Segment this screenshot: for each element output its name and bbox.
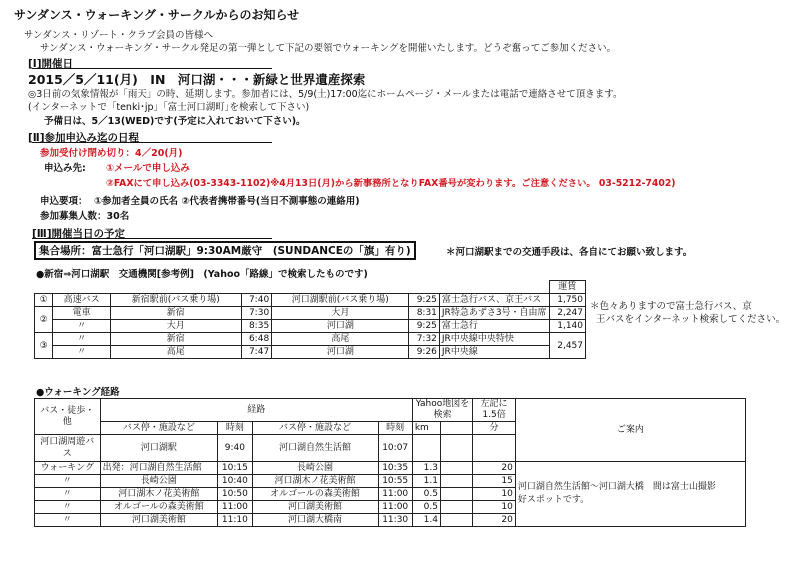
notice-title: サンダンス・ウォーキング・サークルからのお知らせ bbox=[14, 8, 300, 22]
table-row bbox=[35, 281, 586, 294]
table-row: 〃 大月 8:35 河口湖 9:25 富士急行 1,140 bbox=[35, 320, 586, 333]
requirements-label: 申込要項： bbox=[40, 196, 88, 207]
apply-email: ①メールで申し込み bbox=[106, 163, 190, 174]
table-row: ① 高速バス 新宿駅前(バス乗り場) 7:40 河口湖駅前(バス乗り場) 9:25 富士急行バス、京王バス 1,750 bbox=[35, 294, 586, 307]
table-row: 〃 河口湖美術館 11:10 河口湖大橋南 11:30 1.4 20 bbox=[35, 514, 746, 527]
walking-heading: ●ウォーキング経路 bbox=[36, 387, 120, 398]
apply-fax: ②FAXにて申し込み(03-3343-1102)※4月13日(月)から新事務所となりFAX番号が変わります。ご注意ください。 03-5212-7402) bbox=[106, 178, 676, 189]
table-row: ③ 〃 新宿 6:48 高尾 7:32 JR中央線中央特快 2,457 bbox=[35, 333, 586, 346]
intro-text: サンダンス・ウォーキング・サークル発足の第一弾として下記の要領でウォーキングを開催いたします。どうぞ奮ってご参加ください。 bbox=[40, 43, 617, 54]
apply-label: 申込み先: bbox=[44, 163, 86, 174]
table-row: 河口湖周遊バス 河口湖駅 9:40 河口湖自然生活館 10:07 bbox=[35, 435, 746, 462]
event-date: 2015／5／11(月) IN 河口湖・・・新緑と世界遺産探索 bbox=[28, 72, 366, 87]
section-2-heading: [Ⅱ]参加申込み迄の日程 bbox=[28, 132, 140, 144]
walking-guide: 河口湖自然生活館～河口湖大橋 間は富士山撮影 好スポットです。 bbox=[515, 462, 745, 527]
transit-side-note-1: ＊色々ありますので富士急行バス、京 bbox=[590, 301, 752, 312]
section-1-underline bbox=[32, 68, 272, 69]
transit-table bbox=[34, 280, 586, 359]
weather-search-note: (インターネットで「tenki･jp」｢富士河口湖町｣を検索して下さい) bbox=[28, 102, 310, 113]
section-2-underline bbox=[32, 142, 272, 143]
section-3-heading: [Ⅲ]開催当日の予定 bbox=[32, 228, 126, 240]
section-1-heading: [Ⅰ]開催日 bbox=[28, 58, 74, 70]
table-row: 〃 長崎公園 10:40 河口湖木ノ花美術館 10:55 1.1 15 bbox=[35, 475, 746, 488]
fare-header: 運賃 bbox=[549, 281, 585, 294]
requirements: ①参加者全員の氏名 ②代表者携帯番号(当日不測事態の連絡用) bbox=[94, 196, 360, 207]
table-row: バス・徒歩・他 経路 Yahoo地図を検索 左記に1.5倍 ご案内 bbox=[35, 399, 746, 422]
table-row: 〃 河口湖木ノ花美術館 10:50 オルゴールの森美術館 11:00 0.5 10 bbox=[35, 488, 746, 501]
rain-note: ◎3日前の気象情報が「雨天」の時、延期します。参加者には、5/9(土)17:00迄にホームページ・メールまたは電話で連絡させて頂きます。 bbox=[28, 89, 623, 100]
table-row: 〃 高尾 7:47 河口湖 9:26 JR中央線 bbox=[35, 346, 586, 359]
table-row: バス停・施設など 時刻 バス停・施設など 時刻 km 分 bbox=[35, 422, 746, 435]
transit-heading: ●新宿⇒河口湖駅 交通機関[参考例] (Yahoo「路線」で検索したものです) bbox=[36, 269, 368, 280]
meeting-place: 集合場所：富士急行「河口湖駅」9:30AM厳守 (SUNDANCEの「旗」有り) bbox=[34, 241, 416, 260]
table-row: ウォーキング 出発：河口湖自然生活館 10:15 長崎公園 10:35 1.3 20 河口湖自然生活館～河口湖大橋 間は富士山撮影 好スポットです。 bbox=[35, 462, 746, 475]
greeting: サンダンス・リゾート・クラブ会員の皆様へ bbox=[24, 30, 213, 41]
deadline: 参加受付け閉め切り：4／20(月) bbox=[40, 148, 183, 159]
transit-side-note-2: 王バスをインターネット検索してください。 bbox=[596, 314, 786, 325]
walking-table bbox=[34, 398, 746, 527]
table-row: ② 電車 新宿 7:30 大月 8:31 JR特急あずさ3号・自由席 2,247 bbox=[35, 307, 586, 320]
table-row: 〃 オルゴールの森美術館 11:00 河口湖美術館 11:00 0.5 10 bbox=[35, 501, 746, 514]
meeting-note: ＊河口湖駅までの交通手段は、各自にてお願い致します。 bbox=[446, 247, 693, 258]
reserve-day: 予備日は、5／13(WED)です(予定に入れておいて下さい)。 bbox=[44, 116, 306, 127]
section-3-underline bbox=[32, 238, 272, 239]
participant-count: 参加募集人数：30名 bbox=[40, 211, 130, 222]
